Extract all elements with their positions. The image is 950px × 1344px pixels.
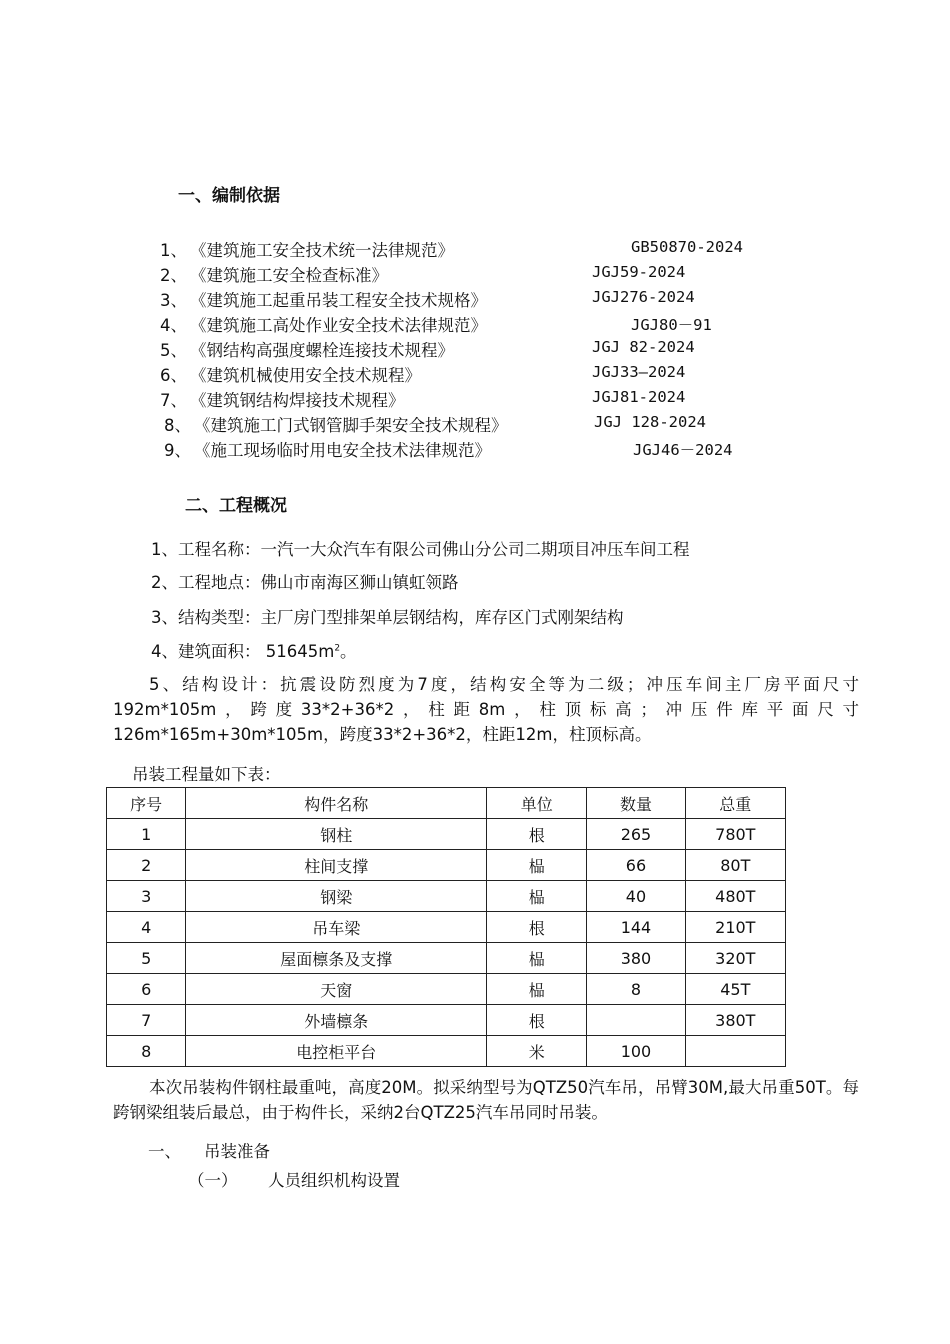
overview-item: 3、结构类型：主厂房门型排架单层钢结构，库存区门式刚架结构 <box>151 608 624 627</box>
ref-title: 《建筑施工门式钢管脚手架安全技术规程》 <box>194 416 508 435</box>
ref-num: 5、 <box>160 341 187 360</box>
table-header-cell: 构件名称 <box>186 788 487 819</box>
table-header-cell: 数量 <box>587 788 685 819</box>
ref-code: GB50870-2024 <box>631 238 743 256</box>
table-cell: 780T <box>685 819 785 850</box>
ref-title: 《钢结构高强度螺栓连接技术规程》 <box>190 341 454 360</box>
table-row <box>107 943 786 974</box>
table-row <box>107 881 786 912</box>
ref-title: 《建筑机械使用安全技术规程》 <box>190 366 421 385</box>
overview-item: 1、工程名称：一汽一大众汽车有限公司佛山分公司二期项目冲压车间工程 <box>151 540 690 559</box>
table-cell: 210T <box>685 912 785 943</box>
table-cell: 2 <box>107 850 186 881</box>
ref-code: JGJ80－91 <box>631 316 712 334</box>
table-cell: 80T <box>685 850 785 881</box>
ref-code: JGJ33—2024 <box>592 363 686 381</box>
table-cell: 吊车梁 <box>186 912 487 943</box>
table-cell: 天窗 <box>186 974 487 1005</box>
table-row <box>107 850 786 881</box>
table-cell: 480T <box>685 881 785 912</box>
table-row <box>107 1005 786 1036</box>
ref-title: 《建筑施工高处作业安全技术法律规范》 <box>190 316 487 335</box>
table-cell: 柱间支撑 <box>186 850 487 881</box>
table-cell: 榀 <box>487 943 587 974</box>
table-cell: 根 <box>487 819 587 850</box>
table-cell: 144 <box>587 912 685 943</box>
table-cell: 3 <box>107 881 186 912</box>
ref-title: 《建筑施工安全技术统一法律规范》 <box>190 241 454 260</box>
table-cell: 265 <box>587 819 685 850</box>
table-header-cell: 总重 <box>685 788 785 819</box>
table-row <box>107 1036 786 1067</box>
area-sup: 2 <box>334 643 341 654</box>
table-cell: 40 <box>587 881 685 912</box>
table-cell: 屋面檩条及支撑 <box>186 943 487 974</box>
table-cell: 根 <box>487 1005 587 1036</box>
area-value: 51645m <box>260 642 335 661</box>
table-cell: 米 <box>487 1036 587 1067</box>
subsection-heading: 人员组织机构设置 <box>268 1171 400 1190</box>
table-cell: 根 <box>487 912 587 943</box>
ref-num: 8、 <box>164 416 191 435</box>
ref-code: JGJ276-2024 <box>592 288 695 306</box>
table-cell: 100 <box>587 1036 685 1067</box>
table-header-row <box>107 788 786 819</box>
section-heading-basis: 一、编制依据 <box>178 186 280 206</box>
crane-paragraph: 本次吊装构件钢柱最重吨，高度20M。拟采纳型号为QTZ50汽车吊，吊臂30M,最大吊重50T。每跨钢梁组装后最总，由于构件长，采纳2台QTZ25汽车吊同时吊装。 <box>113 1078 859 1122</box>
area-label: 4、建筑面积： <box>151 642 261 661</box>
table-cell: 钢柱 <box>186 819 487 850</box>
table-cell <box>685 1036 785 1067</box>
ref-title: 《建筑施工起重吊装工程安全技术规格》 <box>190 291 487 310</box>
table-cell: 榀 <box>487 974 587 1005</box>
table-cell: 榀 <box>487 850 587 881</box>
table-cell: 4 <box>107 912 186 943</box>
table-cell: 320T <box>685 943 785 974</box>
table-cell: 外墙檩条 <box>186 1005 487 1036</box>
ref-title: 《建筑施工安全检查标准》 <box>190 266 388 285</box>
ref-num: 7、 <box>160 391 187 410</box>
table-cell: 5 <box>107 943 186 974</box>
table-row <box>107 819 786 850</box>
table-row <box>107 912 786 943</box>
lifting-quantity-table <box>106 787 786 1067</box>
ref-code: JGJ 128-2024 <box>594 413 706 431</box>
table-cell: 8 <box>587 974 685 1005</box>
table-header-cell: 单位 <box>487 788 587 819</box>
ref-num: 6、 <box>160 366 187 385</box>
ref-title: 《施工现场临时用电安全技术法律规范》 <box>194 441 491 460</box>
table-cell: 钢梁 <box>186 881 487 912</box>
table-cell: 45T <box>685 974 785 1005</box>
subsection-num: （一） <box>188 1171 238 1190</box>
table-cell <box>587 1005 685 1036</box>
table-header-cell: 序号 <box>107 788 186 819</box>
ref-num: 4、 <box>160 316 187 335</box>
section-heading-prep: 吊装准备 <box>204 1142 270 1161</box>
ref-num: 1、 <box>160 241 187 260</box>
table-cell: 7 <box>107 1005 186 1036</box>
table-cell: 66 <box>587 850 685 881</box>
table-cell: 电控柜平台 <box>186 1036 487 1067</box>
area-end: 。 <box>340 642 357 661</box>
ref-title: 《建筑钢结构焊接技术规程》 <box>190 391 405 410</box>
ref-code: JGJ59-2024 <box>592 263 686 281</box>
design-paragraph: 5、结构设计：抗震设防烈度为7度，结构安全等为二级；冲压车间主厂房平面尺寸192m*105m，跨度33*2+36*2，柱距8m，柱顶标高；冲压件库平面尺寸126m*165m+30m*105m，跨度33*2+36*2，柱距12m，柱顶标高。 <box>113 675 859 744</box>
table-cell: 380 <box>587 943 685 974</box>
table-cell: 6 <box>107 974 186 1005</box>
overview-item-area <box>151 638 357 662</box>
section-heading-overview: 二、工程概况 <box>185 496 287 516</box>
ref-code: JGJ46－2024 <box>633 441 733 459</box>
ref-code: JGJ 82-2024 <box>592 338 695 356</box>
table-cell: 8 <box>107 1036 186 1067</box>
table-row <box>107 974 786 1005</box>
overview-item: 2、工程地点：佛山市南海区狮山镇虹领路 <box>151 573 459 592</box>
table-caption: 吊装工程量如下表： <box>132 765 281 784</box>
ref-num: 2、 <box>160 266 187 285</box>
table-cell: 1 <box>107 819 186 850</box>
ref-code: JGJ81-2024 <box>592 388 686 406</box>
ref-num: 9、 <box>164 441 191 460</box>
ref-num: 3、 <box>160 291 187 310</box>
section-num-prep: 一、 <box>148 1142 181 1161</box>
table-cell: 榀 <box>487 881 587 912</box>
table-cell: 380T <box>685 1005 785 1036</box>
